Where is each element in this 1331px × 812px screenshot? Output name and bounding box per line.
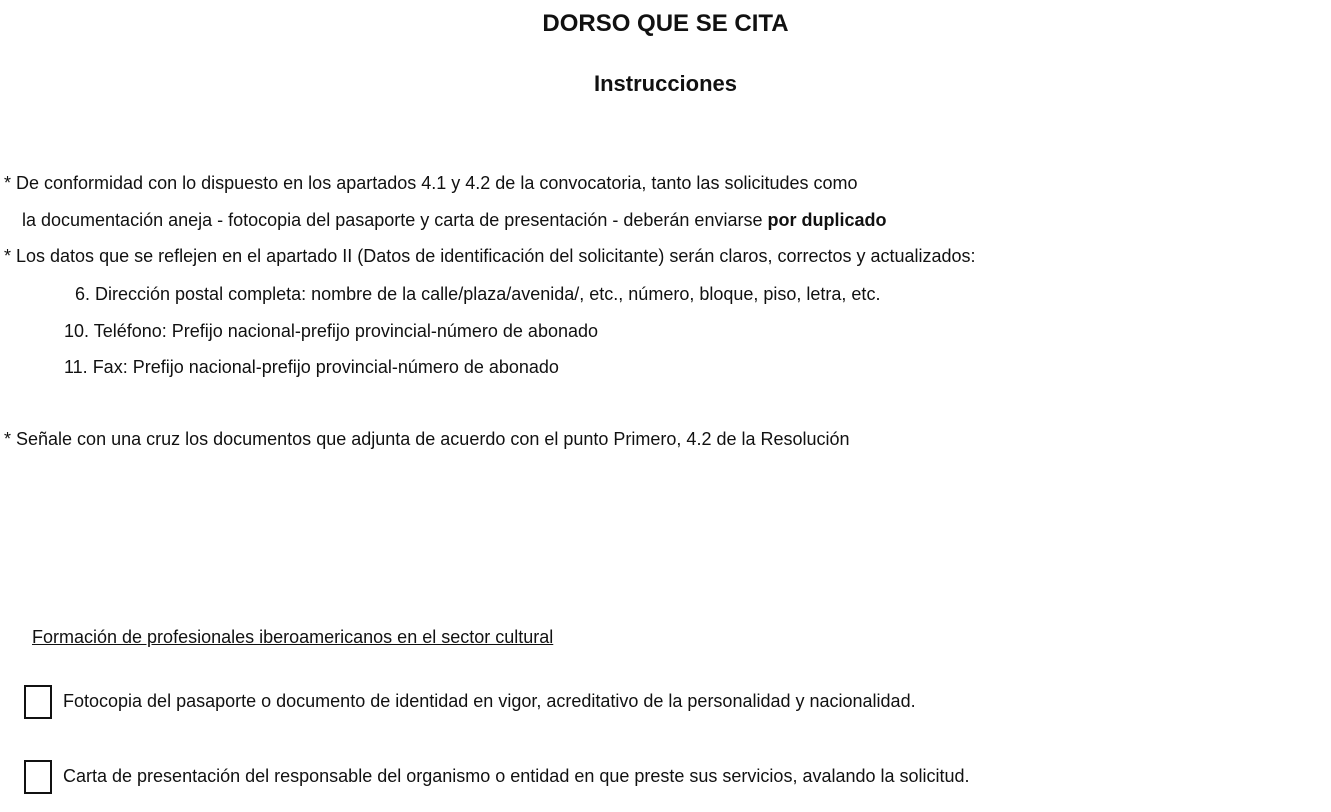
checkbox-label-passport-copy: Fotocopia del pasaporte o documento de identidad en vigor, acreditativo de la personalidad y nacionalidad. (63, 691, 916, 711)
instruction-item-fax: 11. Fax: Prefijo nacional-prefijo provincial-número de abonado (64, 357, 559, 377)
instruction-paragraph-1-text: la documentación aneja - fotocopia del pasaporte y carta de presentación - deberán enviarse (22, 210, 768, 230)
instruction-paragraph-3: * Señale con una cruz los documentos que adjunta de acuerdo con el punto Primero, 4.2 de la Resolución (4, 429, 850, 449)
instruction-item-postal-address: 6. Dirección postal completa: nombre de la calle/plaza/avenida/, etc., número, bloque, piso, letra, etc. (75, 284, 881, 304)
emphasis-por-duplicado: por duplicado (767, 210, 887, 230)
page-subtitle: Instrucciones (593, 71, 738, 96)
instruction-paragraph-2: * Los datos que se reflejen en el apartado II (Datos de identificación del solicitante) serán claros, correctos y actualizados: (4, 246, 976, 266)
checkbox-label-presentation-letter: Carta de presentación del responsable del organismo o entidad en que preste sus servicios, avalando la solicitud. (63, 766, 970, 786)
instruction-paragraph-1-line-1: * De conformidad con lo dispuesto en los apartados 4.1 y 4.2 de la convocatoria, tanto las solicitudes como (4, 173, 858, 193)
checkbox-presentation-letter[interactable] (24, 760, 52, 794)
instruction-paragraph-1-line-2 (22, 209, 886, 231)
section-heading: Formación de profesionales iberoamericanos en el sector cultural (32, 627, 554, 647)
page-title: DORSO QUE SE CITA (542, 10, 789, 37)
checkbox-passport-copy[interactable] (24, 685, 52, 719)
instruction-item-phone: 10. Teléfono: Prefijo nacional-prefijo provincial-número de abonado (64, 321, 599, 341)
